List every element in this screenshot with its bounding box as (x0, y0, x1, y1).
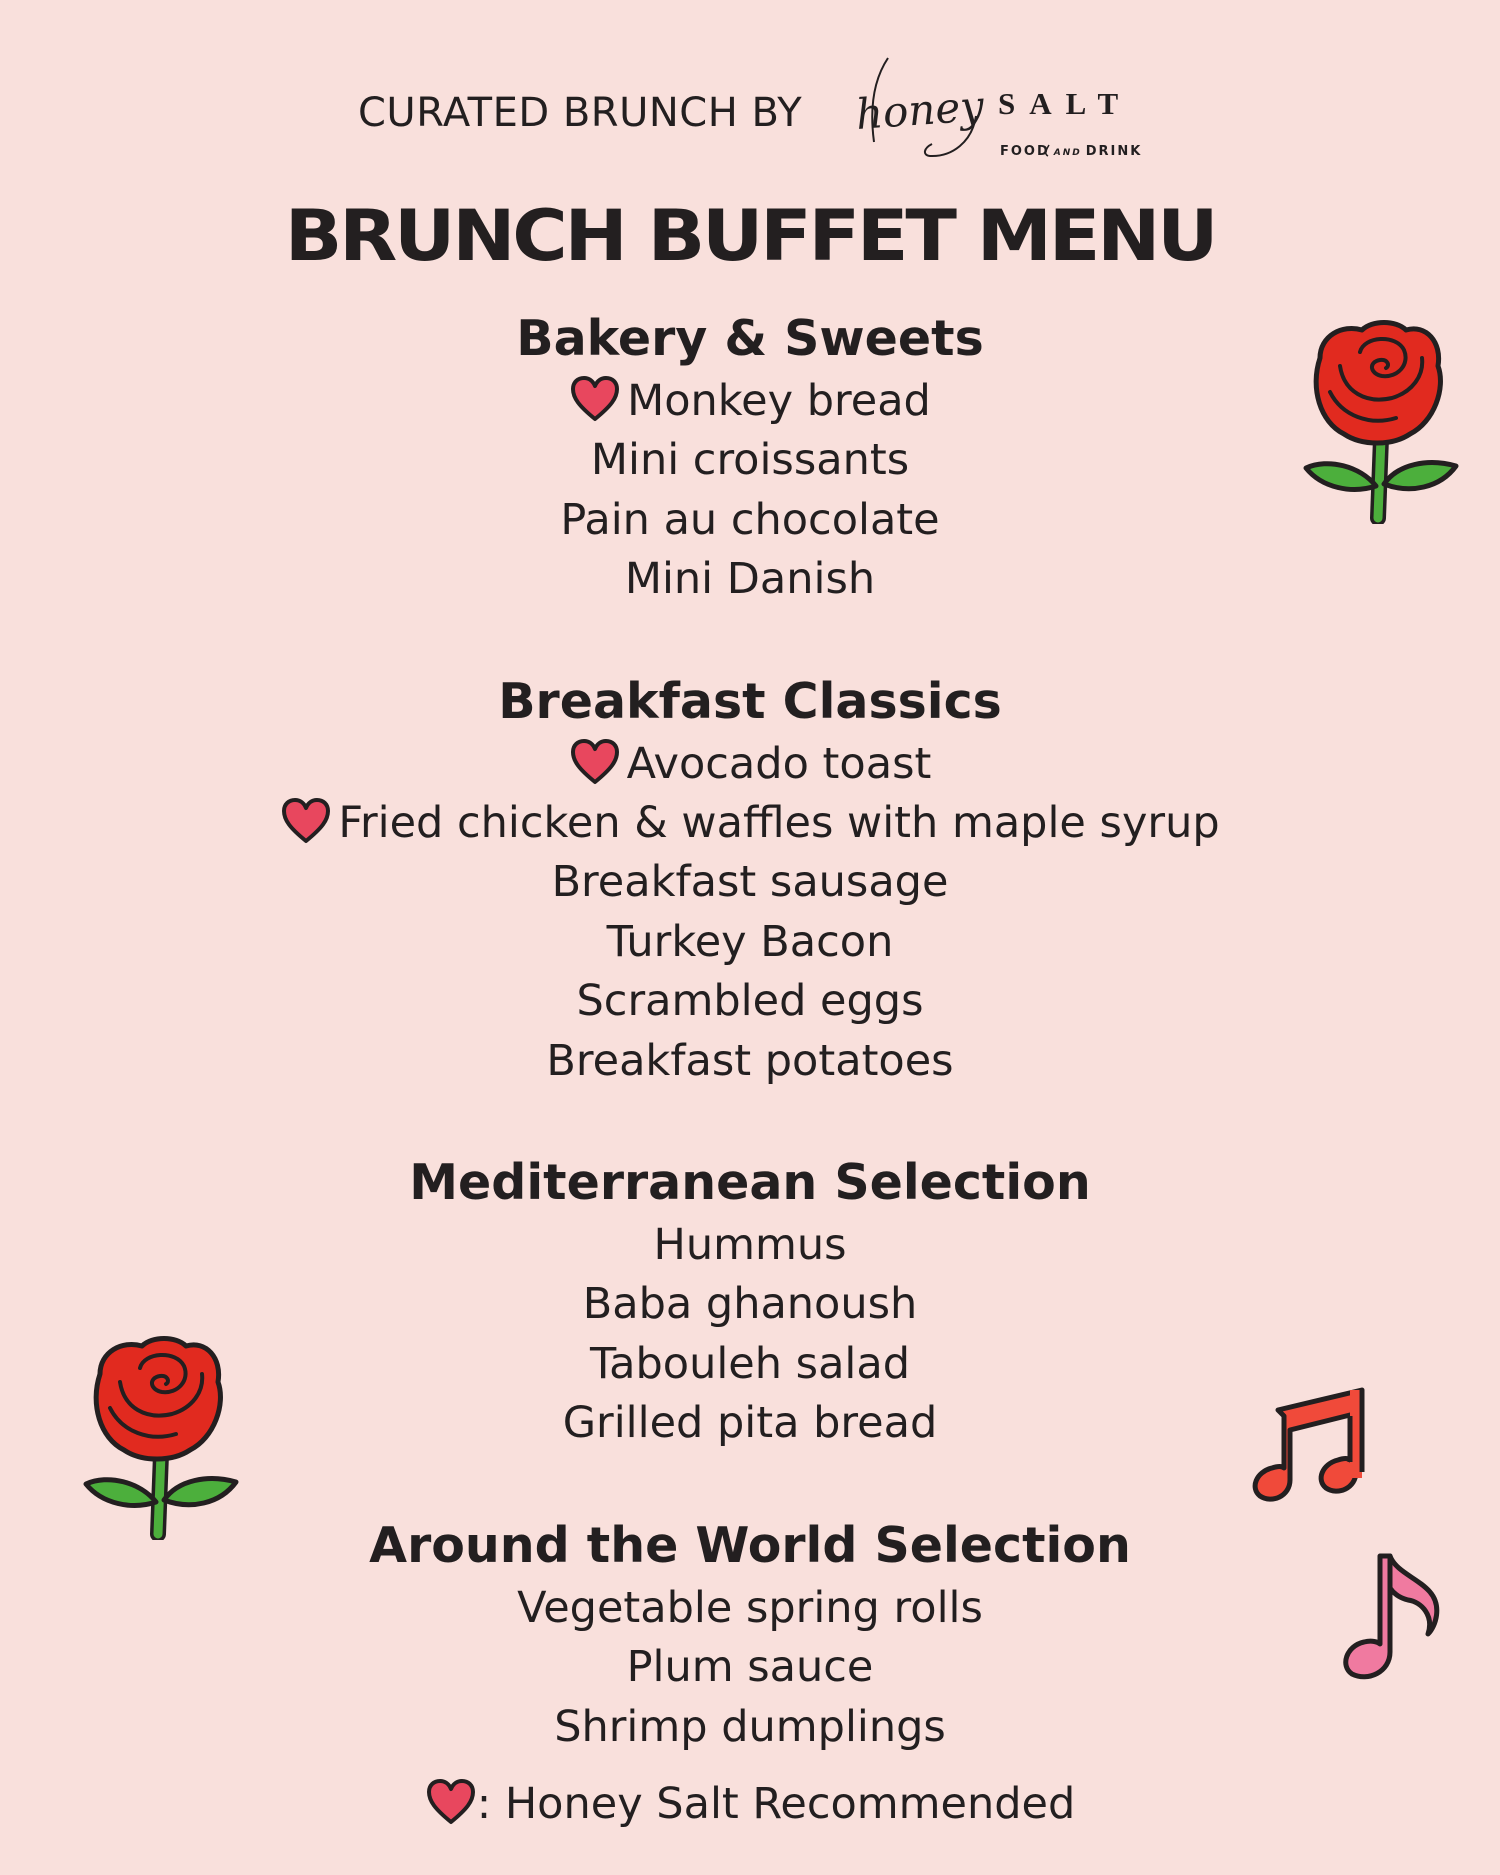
legend (0, 1776, 1500, 1832)
menu-item (0, 1275, 1500, 1334)
menu-item-label: Turkey Bacon (606, 916, 894, 967)
heart-icon (569, 374, 621, 424)
menu-item (0, 1216, 1500, 1275)
music-note-icon (1338, 1548, 1448, 1688)
logo-sub-and: AND (1053, 148, 1082, 158)
menu-item-label: Vegetable spring rolls (517, 1582, 983, 1633)
menu-item (0, 913, 1500, 972)
logo-brand-word: SALT (998, 86, 1133, 121)
menu-item-label: Plum sauce (626, 1642, 874, 1693)
menu-item-label: Mini Danish (624, 554, 876, 605)
menu-item-label: Breakfast potatoes (546, 1035, 954, 1086)
menu-item (0, 1698, 1500, 1757)
section-title: Bakery & Sweets (516, 310, 984, 367)
logo-script-word: honey (854, 81, 986, 139)
heart-icon (425, 1777, 477, 1827)
menu-item (0, 1032, 1500, 1091)
menu-item (0, 794, 1500, 853)
legend-text: : Honey Salt Recommended (476, 1779, 1076, 1829)
menu-item (0, 735, 1500, 794)
menu-item-label: Mini croissants (590, 435, 910, 486)
music-note-icon (1250, 1376, 1380, 1516)
menu-item (0, 1638, 1500, 1697)
menu-item (0, 372, 1500, 431)
menu-item-label: Tabouleh salad (589, 1338, 911, 1389)
menu-item-label: Avocado toast (626, 738, 932, 789)
section-title: Mediterranean Selection (409, 1154, 1091, 1212)
header (0, 48, 1500, 168)
menu-item (0, 853, 1500, 912)
menu-section (0, 669, 1500, 1091)
menu-section (0, 1513, 1500, 1757)
menu-item-label: Breakfast sausage (551, 857, 949, 908)
logo-sub-left: FOOD (1000, 144, 1050, 159)
curated-by-label: CURATED BRUNCH BY (358, 90, 803, 136)
menu-item-label: Pain au chocolate (560, 494, 940, 545)
page-title: BRUNCH BUFFET MENU (284, 195, 1216, 277)
logo-sub-right: DRINK (1085, 144, 1143, 159)
logo-subtitle (1000, 144, 1142, 159)
heart-icon (569, 737, 621, 787)
heart-icon (280, 796, 332, 846)
menu-item-label: Baba ghanoush (582, 1279, 918, 1330)
rose-icon (1300, 318, 1462, 524)
menu-item-label: Hummus (653, 1220, 847, 1271)
menu-item (0, 1579, 1500, 1638)
menu-item-label: Fried chicken & waffles with maple syrup (338, 798, 1220, 849)
section-title: Around the World Selection (369, 1516, 1131, 1574)
menu-item (0, 550, 1500, 609)
menu-list (0, 306, 1500, 1816)
rose-icon (80, 1334, 242, 1540)
menu-item (0, 972, 1500, 1031)
menu-item-label: Grilled pita bread (562, 1398, 938, 1449)
honey-salt-logo (852, 52, 1152, 164)
menu-item-label: Scrambled eggs (576, 976, 924, 1027)
menu-item (0, 431, 1500, 490)
menu-item (0, 491, 1500, 550)
menu-item-label: Shrimp dumplings (554, 1701, 946, 1752)
section-title: Breakfast Classics (498, 672, 1002, 730)
menu-item-label: Monkey bread (627, 376, 931, 426)
menu-section (0, 306, 1500, 610)
